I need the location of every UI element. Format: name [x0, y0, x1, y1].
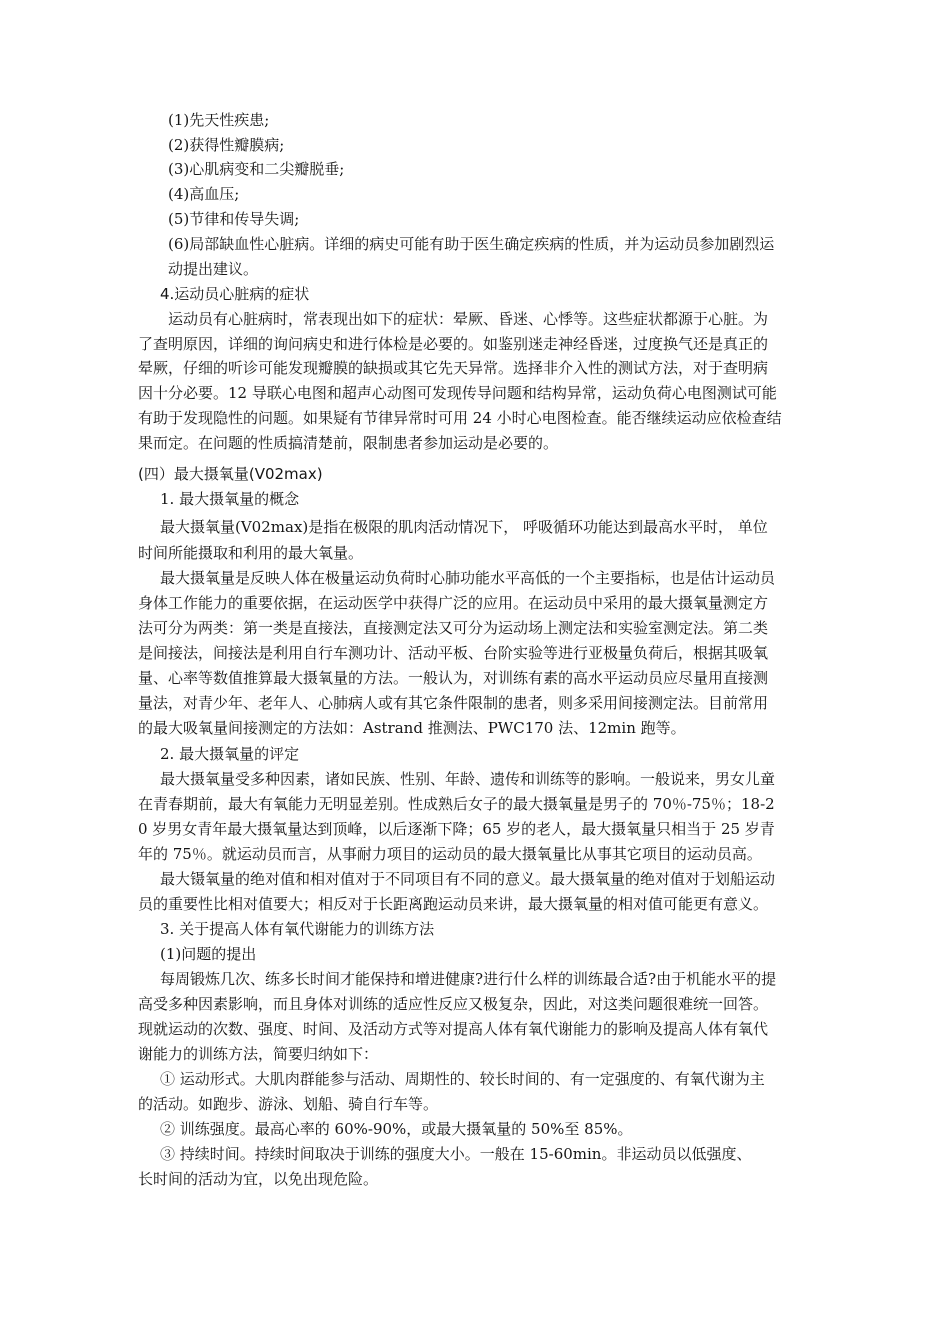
paragraph-line: 在青春期前，最大有氧能力无明显差别。性成熟后女子的最大摄氧量是男子的 70％-75％；18-2	[138, 795, 775, 813]
list-item-continuation: 长时间的活动为宜，以免出现危险。	[138, 1170, 379, 1188]
list-item-continuation: 的活动。如跑步、游泳、划船、骑自行车等。	[138, 1095, 439, 1113]
paragraph-line: 运动员有心脏病时，常表现出如下的症状：晕厥、昏迷、心悸等。这些症状都源于心脏。为	[168, 310, 769, 328]
paragraph-line: 现就运动的次数、强度、时间、及活动方式等对提高人体有氧代谢能力的影响及提高人体有氧代	[138, 1020, 769, 1038]
paragraph-line: 身体工作能力的重要依据，在运动医学中获得广泛的应用。在运动员中采用的最大摄氧量测定方	[138, 594, 769, 612]
paragraph-line: 的最大吸氧量间接测定的方法如：Astrand 推测法、PWC170 法、12min 跑等。	[138, 719, 686, 737]
paragraph-line: 高受多种因素影响，而且身体对训练的适应性反应又极复杂，因此，对这类问题很难统一回答。	[138, 995, 769, 1013]
list-item: (5)节律和传导失调;	[168, 210, 300, 228]
paragraph-line: 晕厥，仔细的听诊可能发现瓣膜的缺损或其它先天异常。选择非介入性的测试方法，对于查明病	[138, 359, 769, 377]
paragraph-line: 法可分为两类：第一类是直接法，直接测定法又可分为运动场上测定法和实验室测定法。第二类	[138, 619, 769, 637]
paragraph-line: 最大摄氧量受多种因素，诸如民族、性别、年龄、遗传和训练等的影响。一般说来，男女儿童	[160, 770, 776, 788]
list-item: (3)心肌病变和二尖瓣脱垂;	[168, 160, 345, 178]
section-heading: 3. 关于提高人体有氧代谢能力的训练方法	[160, 920, 435, 938]
chapter-heading: (四）最大摄氧量(V02max)	[138, 465, 323, 483]
paragraph-line: 是间接法，间接法是利用自行车测功计、活动平板、台阶实验等进行亚极量负荷后，根据其吸氧	[138, 644, 769, 662]
paragraph-line: 了查明原因，详细的询问病史和进行体检是必要的。如鉴别迷走神经昏迷，过度换气还是真正的	[138, 335, 769, 353]
paragraph-line: 量法，对青少年、老年人、心肺病人或有其它条件限制的患者，则多采用间接测定法。目前常用	[138, 694, 769, 712]
list-item-continuation: 动提出建议。	[168, 260, 259, 278]
paragraph-line: 因十分必要。12 导联心电图和超声心动图可发现传导问题和结构异常，运动负荷心电图测试可能	[138, 384, 777, 402]
subsection-heading: (1)问题的提出	[160, 945, 257, 963]
list-item: (6)局部缺血性心脏病。详细的病史可能有助于医生确定疾病的性质，并为运动员参加剧烈运	[168, 235, 775, 253]
list-item: ③ 持续时间。持续时间取决于训练的强度大小。一般在 15-60min。非运动员以低强度、	[160, 1145, 752, 1163]
paragraph-line: 年的 75％。就运动员而言，从事耐力项目的运动员的最大摄氧量比从事其它项目的运动员高。	[138, 845, 762, 863]
list-item: (1)先天性疾患;	[168, 111, 270, 129]
paragraph-line: 最大摄氧量(V02max)是指在极限的肌肉活动情况下， 呼吸循环功能达到最高水平时， 单位	[160, 518, 768, 536]
paragraph-line: 谢能力的训练方法，简要归纳如下：	[138, 1045, 379, 1063]
paragraph-line: 0 岁男女青年最大摄氧量达到顶峰，以后逐渐下降；65 岁的老人，最大摄氧量只相当于 25 岁青	[138, 820, 775, 838]
section-heading: 4.运动员心脏病的症状	[160, 285, 310, 303]
section-heading: 2. 最大摄氧量的评定	[160, 745, 300, 763]
paragraph-line: 员的重要性比相对值要大；相反对于长距离跑运动员来讲，最大摄氧量的相对值可能更有意义。	[138, 895, 769, 913]
list-item: ① 运动形式。大肌肉群能参与活动、周期性的、较长时间的、有一定强度的、有氧代谢为主	[160, 1070, 765, 1088]
list-item: ② 训练强度。最高心率的 60%-90%，或最大摄氧量的 50%至 85%。	[160, 1120, 633, 1138]
section-heading: 1. 最大摄氧量的概念	[160, 490, 300, 508]
paragraph-line: 最大镊氧量的绝对值和相对值对于不同项目有不同的意义。最大摄氧量的绝对值对于划船运动	[160, 870, 776, 888]
paragraph-line: 时间所能摄取和利用的最大氧量。	[138, 544, 364, 562]
list-item: (4)高血压;	[168, 185, 240, 203]
paragraph-line: 果而定。在问题的性质搞清楚前，限制患者参加运动是必要的。	[138, 434, 559, 452]
paragraph-line: 最大摄氧量是反映人体在极量运动负荷时心肺功能水平高低的一个主要指标，也是估计运动员	[160, 569, 776, 587]
paragraph-line: 每周锻炼几次、练多长时间才能保持和增进健康?进行什么样的训练最合适?由于机能水平的提	[160, 970, 777, 988]
paragraph-line: 有助于发现隐性的问题。如果疑有节律异常时可用 24 小时心电图检查。能否继续运动应依检查结	[138, 409, 782, 427]
paragraph-line: 量、心率等数值推算最大摄氧量的方法。一般认为，对训练有素的高水平运动员应尽量用直接测	[138, 669, 769, 687]
list-item: (2)获得性瓣膜病;	[168, 136, 285, 154]
